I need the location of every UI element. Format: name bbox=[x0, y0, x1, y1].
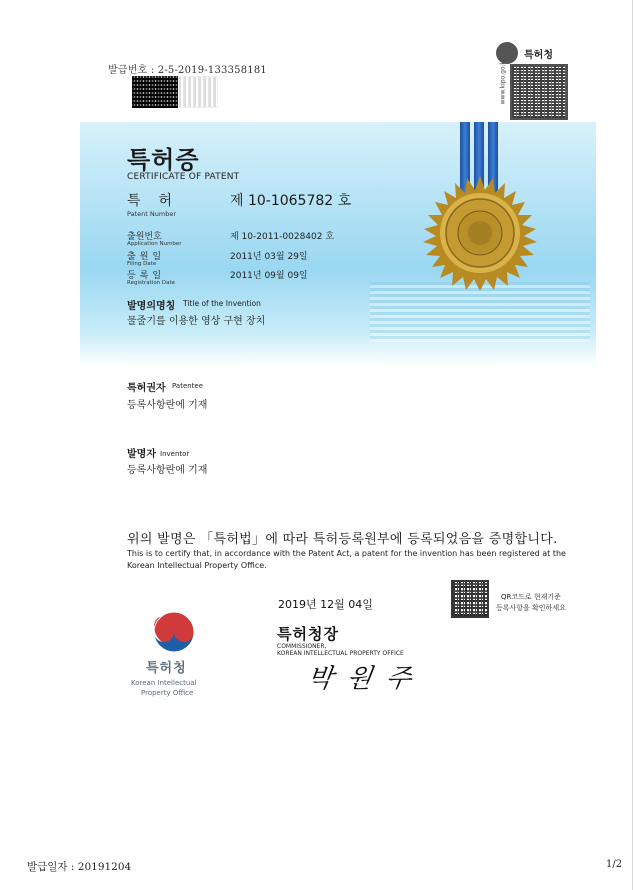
filing-label: 출원일 bbox=[127, 252, 166, 262]
qr-note-line2: 등록사항을 확인하세요 bbox=[496, 604, 566, 612]
invention-label-en: Title of the Invention bbox=[183, 299, 261, 308]
registration-date: 2011년 09월 09일 bbox=[230, 271, 308, 281]
registration-label: 등록일 bbox=[127, 271, 166, 281]
invention-label: 발명의명칭 bbox=[127, 301, 176, 312]
application-number: 제 10-2011-0028402 호 bbox=[230, 232, 335, 242]
patentee-label: 특허권자 bbox=[127, 383, 166, 394]
url-text: www.kipo.go.kr bbox=[499, 58, 507, 105]
patent-number: 제 10-1065782 호 bbox=[230, 193, 352, 209]
certification-statement-ko: 위의 발명은 「특허법」에 따라 특허등록원부에 등록되었음을 증명합니다. bbox=[127, 532, 558, 547]
patentee-label-en: Patentee bbox=[172, 382, 204, 390]
qr-code-icon[interactable] bbox=[451, 580, 489, 618]
certificate-title: 특허증 bbox=[127, 146, 200, 174]
barcode bbox=[132, 76, 218, 108]
qr-code-icon[interactable] bbox=[510, 64, 568, 120]
kipo-logo-icon bbox=[140, 598, 208, 666]
registration-label-en: Registration Date bbox=[127, 280, 176, 286]
top-logo-label: 특허청 bbox=[524, 50, 553, 61]
gold-seal-icon bbox=[421, 174, 539, 292]
application-label-en: Application Number bbox=[127, 241, 182, 247]
issue-date: 2019년 12월 04일 bbox=[278, 598, 373, 611]
footer-issue-date: 발급일자 : 20191204 bbox=[27, 861, 132, 873]
inventor-value: 등록사항란에 기재 bbox=[127, 465, 208, 476]
patentee-value: 등록사항란에 기재 bbox=[127, 400, 208, 411]
kipo-name: 특허청 bbox=[146, 661, 187, 676]
barcode-dark bbox=[132, 76, 178, 108]
filing-date: 2011년 03월 29일 bbox=[230, 252, 308, 262]
qr-note bbox=[496, 592, 566, 614]
commissioner-title-en1: COMMISSIONER, bbox=[277, 643, 327, 650]
certification-statement-en: This is to certify that, in accordance with the Patent Act, a patent for the invention has been registered at the Korean Intellectual Property Office. bbox=[127, 549, 566, 570]
signature: 박원주 bbox=[305, 664, 428, 694]
certificate-title-en: CERTIFICATE OF PATENT bbox=[127, 172, 240, 182]
patent-number-en: Patent Number bbox=[127, 210, 177, 218]
filing-label-en: Filing Date bbox=[127, 261, 157, 267]
commissioner-title: 특허청장 bbox=[277, 625, 339, 643]
kipo-name-en2: Property Office bbox=[141, 689, 194, 697]
inventor-label-en: Inventor bbox=[160, 450, 190, 458]
issue-number: 발급번호 : 2-5-2019-133358181 bbox=[108, 65, 267, 76]
qr-note-line1: QR코드로 현재기준 bbox=[500, 593, 561, 601]
invention-title: 물줄기를 이용한 영상 구현 장치 bbox=[127, 316, 266, 327]
page-indicator: 1/2 bbox=[606, 859, 623, 870]
inventor-label: 발명자 bbox=[127, 449, 156, 460]
kipo-name-en1: Korean Intellectual bbox=[131, 679, 197, 687]
top-right-verification bbox=[496, 42, 596, 122]
barcode-light bbox=[178, 76, 218, 108]
patent-label: 특허 bbox=[127, 193, 191, 209]
commissioner-title-en2: KOREAN INTELLECTUAL PROPERTY OFFICE bbox=[277, 650, 404, 657]
application-label: 출원번호 bbox=[127, 232, 162, 242]
